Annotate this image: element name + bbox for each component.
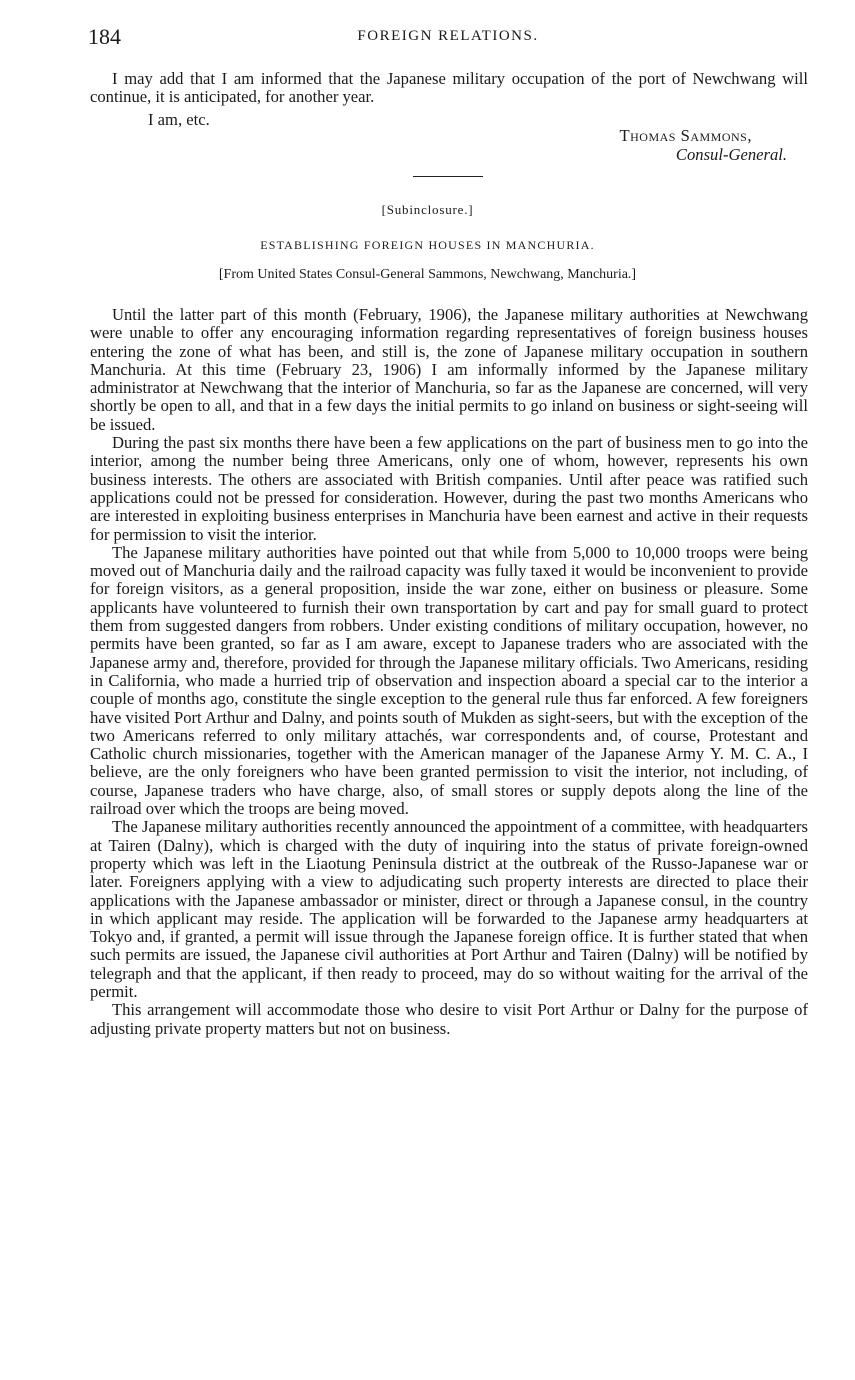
paragraph: The Japanese military authorities recently announced the appointment of a committee, with headquarters at Tairen (Dalny), which is charged with the duty of inquiring into the status of private foreign-owned property which was left in the Liaotung Peninsula district at the outbreak of the Russo-Japanese war or later. Foreigners applying with a view to adjudicating such property interests are directed to place their applications with the Japanese ambassador or minister, direct or through a Japanese consul, in the country in which applicant may reside. The application will be forwarded to the Japanese army headquarters at Tokyo and, if granted, a permit will issue through the Japanese foreign office. It is further stated that when such permits are issued, the Japanese civil authorities at Port Arthur and Tairen (Dalny) will be notified by telegraph and that the applicant, if then ready to proceed, may do so without waiting for the arrival of the permit.	[90, 817, 808, 1001]
running-head: FOREIGN RELATIONS.	[357, 28, 539, 44]
signature-title: Consul-General.	[675, 145, 787, 164]
section-heading: ESTABLISHING FOREIGN HOUSES IN MANCHURIA.	[260, 238, 595, 252]
signature-name: Thomas Sammons,	[619, 126, 752, 145]
paragraph: This arrangement will accommodate those who desire to visit Port Arthur or Dalny for the purpose of adjusting private property matters but not on business.	[90, 1000, 808, 1038]
closing-block	[90, 70, 808, 107]
subinclosure-label: [Subinclosure.]	[381, 202, 474, 217]
paragraph: Until the latter part of this month (February, 1906), the Japanese military authorities at Newchwang were unable to offer any encouraging information regarding representatives of foreign business houses entering the zone of what has been, and still is, the zone of Japanese military occupation in southern Manchuria. At this time (February 23, 1906) I am informally informed by the Japanese military administrator at Newchwang that the interior of Manchuria, so far as the Japanese are concerned, will very shortly be open to all, and that in a few days the initial permits to go inland on business or sight-seeing will be issued.	[90, 305, 808, 434]
salutation: I am, etc.	[148, 110, 210, 129]
page-number: 184	[88, 24, 121, 49]
closing-paragraph: I may add that I am informed that the Japanese military occupation of the port of Newchwang will continue, it is anticipated, for another year.	[90, 69, 808, 107]
paragraph: The Japanese military authorities have pointed out that while from 5,000 to 10,000 troops were being moved out of Manchuria daily and the railroad capacity was fully taxed it would be inconvenient to provide for foreign visitors, as a general proposition, inside the war zone, either on business or pleasure. Some applicants have volunteered to furnish their own transportation by cart and pay for small guard to protect them from suggested dangers from robbers. Under existing conditions of military occupation, however, no permits have been granted, so far as I am aware, except to Japanese traders who are associated with the Japanese army and, therefore, provided for through the Japanese military officials. Two Americans, residing in California, who made a hurried trip of observation and inspection aboard a special car to the interior a couple of months ago, constitute the single exception to the general rule thus far enforced. A few foreigners have visited Port Arthur and Dalny, and points south of Mukden as sight-seers, but with the exception of the two Americans referred to only military attachés, war correspondents and, of course, Protestant and Catholic church missionaries, together with the American manager of the Japanese Army Y. M. C. A., I believe, are the only foreigners who have been granted permission to visit the interior, not including, of course, Japanese traders who have charge, also, of small stores or supply depots along the line of the railroad over which the troops are being moved.	[90, 542, 808, 819]
body-paragraphs	[90, 306, 808, 1038]
paragraph: During the past six months there have been a few applications on the part of business men to go into the interior, among the number being three Americans, only one of whom, however, represents his own business interests. The others are associated with British companies. Until after peace was ratified such applications could not be pressed for consideration. However, during the past two months Americans who are interested in exploiting business enterprises in Manchuria have been earnest and active in their requests for permission to visit the interior.	[90, 433, 808, 544]
section-divider	[413, 176, 483, 177]
source-line: [From United States Consul-General Sammons, Newchwang, Manchuria.]	[218, 267, 637, 282]
page-header	[88, 24, 808, 50]
